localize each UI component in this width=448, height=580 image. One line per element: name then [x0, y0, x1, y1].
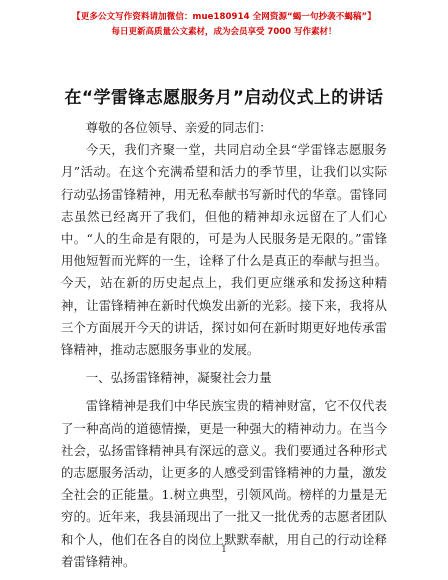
promo-banner-line1: 【更多公文写作资料请加微信：mue180914 全网资源“蝎一句抄袭不蝎稿”】: [72, 12, 376, 22]
paragraph: 今天，我们齐聚一堂，共同启动全县“学雷锋志愿服务月”活动。在这个充满希望和活力的季节里，让我们以实际行动弘扬雷锋精神，用无私奉献书写新时代的华章。雷锋同志虽然已经离开了我们，但他的精神却永远留在了人们心中。“人的生命是有限的，可是为人民服务是无限的。”雷锋用他短暂而光辉的一生，诠释了什么是真正的奉献与担当。今天，站在新的历史起点上，我们更应继承和发扬这种精神，让雷锋精神在新时代焕发出新的光彩。接下来，我将从三个方面展开今天的讲话，探讨如何在新时期更好地传承雷锋精神，推动志愿服务事业的发展。: [61, 142, 387, 358]
document-title: 在“学雷锋志愿服务月”启动仪式上的讲话: [64, 88, 384, 108]
promo-banner-line2: 每日更新高质量公文素材，成为会员享受 7000 写作素材！: [111, 27, 337, 37]
section-heading: 一、弘扬雷锋精神，凝聚社会力量: [85, 370, 272, 386]
document-body: [61, 117, 387, 573]
page-number: 1: [221, 545, 227, 555]
greeting: 尊敬的各位领导、亲爱的同志们：: [85, 120, 272, 135]
paragraph: 雷锋精神是我们中华民族宝贵的精神财富，它不仅代表了一种高尚的道德情操，更是一种强大的精神动力。在当今社会，弘扬雷锋精神具有深远的意义。我们要通过各种形式的志愿服务活动，让更多的人感受到雷锋精神的力量，激发全社会的正能量。1.树立典型，引领风尚。榜样的力量是无穷的。近年来，我县涌现出了一批又一批优秀的志愿者团队和个人，他们在各自的岗位上默默奉献，用自己的行动诠释着雷锋精神。: [61, 398, 387, 569]
promo-banner: [0, 10, 448, 40]
